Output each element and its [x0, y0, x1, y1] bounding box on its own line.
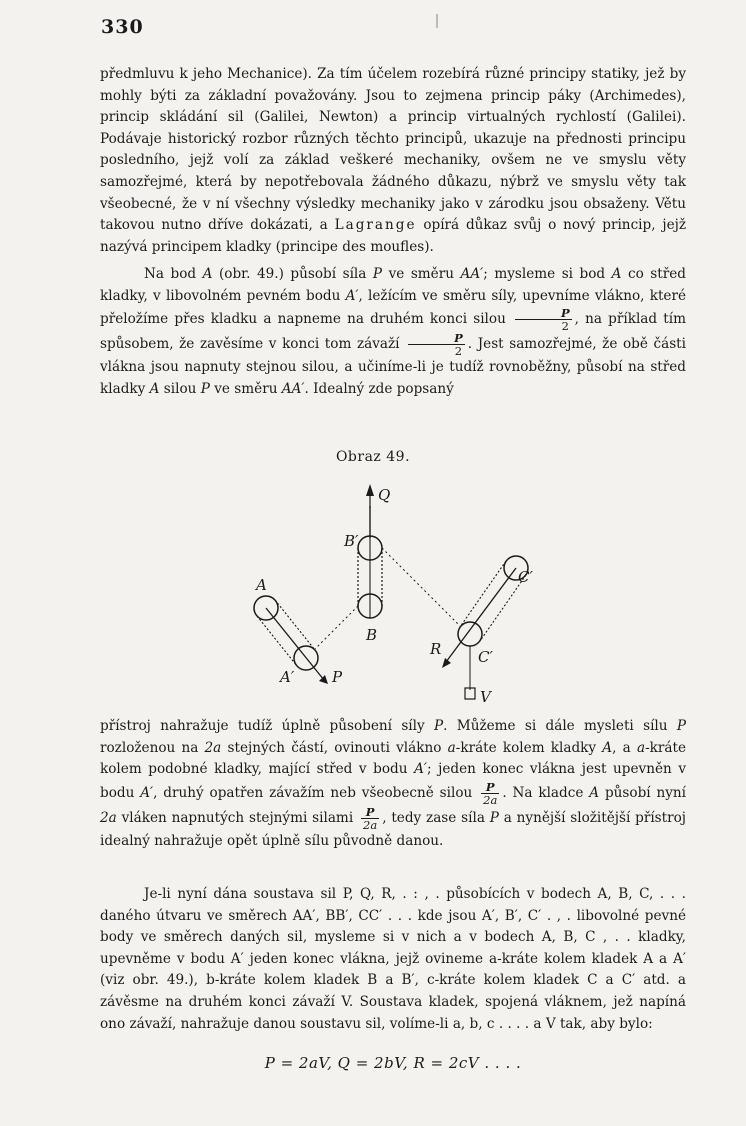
paragraph-1: předmluvu k jeho Mechanice). Za tím účelem rozebírá různé principy statiky, jež by mohly býti za základní považovány. Jsou to zejmena princip páky (Archimedes), princip skládání sil (Galilei, Newton) a princip virtualných rychlostí (Galilei). Podávaje historický rozbor různých těchto principů, ukazuje na přednosti principu posledního, jejž volí za základ veškeré mechaniky, ovšem ne ve smyslu věty samozřejmé, která by nepotřebovala žádného důkazu, nýbrž ve smyslu věty tak všeobecné, že v ní všechny výsledky mechaniky jako v zárodku jsou obsaženy. Větu takovou nutno dříve dokázati, a Lagrange opírá důkaz svůj o nový princip, jejž nazývá principem kladky (principe des moufles).: [100, 66, 686, 255]
pulley-diagram: [240, 476, 540, 706]
text-block-system: [100, 884, 686, 1035]
scan-mark: [436, 14, 438, 28]
text-block-principle: [100, 264, 686, 400]
label-v: V: [480, 688, 491, 706]
paragraph-4: Je-li nyní dána soustava sil P, Q, R, . : , . působících v bodech A, B, C, . . . daného útvaru ve směrech AA′, BB′, CC′ . . . kde jsou A′, B′, C′ . , . libovolné pevné body ve směrech daných sil, mysleme si v nich a v bodech A, B, C , . . kladky, upevněme v bodu A′ jeden konec vlákna, jejž ovineme a-kráte kolem kladek A a A′ (viz obr. 49.), b-kráte kolem kladek B a B′, c-kráte kolem kladek C a C′ atd. a závěsme na druhém konci závaží V. Soustava kladek, spojená vláknem, jež napíná ono závaží, nahražuje danou soustavu sil, volíme-li a, b, c . . . . a V tak, aby bylo:: [100, 886, 686, 1032]
figure-caption: Obraz 49.: [335, 449, 411, 465]
text-block-apparatus: [100, 716, 686, 852]
figure-49: [240, 476, 540, 706]
fraction-p-over-2a: $\frac{P}{2a}$: [363, 804, 378, 832]
fraction-p-over-2: $\frac{P}{2}$: [515, 307, 572, 332]
label-c2: C′: [478, 648, 493, 666]
label-a1: A′: [280, 668, 295, 686]
paragraph-3: přístroj nahražuje tudíž úplně působení síly P. Můžeme si dále mysleti sílu P rozloženou na 2a stejných částí, ovinouti vlákno a-kráte kolem kladky A, a a-kráte kolem podobné kladky, mající střed v bodu A′; jeden konec vlákna jest upevněn v bodu A′, druhý opatřen závažím neb všeobecně silou $\frac{P}{2a}$ . Na kladce A působí nyní 2a vláken napnutých stejnými silami $\frac{P}{2a}$ , tedy zase síla P a nynější složitější přístroj idealný nahražuje opět úplně sílu původně danou.: [100, 718, 687, 849]
fraction-p-over-2: $\frac{P}{2}$: [408, 332, 465, 357]
label-p: P: [332, 668, 343, 686]
label-r: R: [430, 640, 442, 658]
pulley-c: [458, 622, 482, 646]
fraction-p-over-2a: $\frac{P}{2a}$: [483, 779, 498, 807]
label-b1: B′: [344, 532, 359, 550]
label-b: B: [366, 626, 378, 644]
text-block-intro: [100, 64, 686, 258]
label-a: A: [256, 576, 267, 594]
page-number: 330: [101, 16, 144, 38]
equation: P = 2aV, Q = 2bV, R = 2cV . . . .: [264, 1054, 522, 1072]
label-c1: C′: [518, 568, 533, 586]
paragraph-2: Na bod A (obr. 49.) působí síla P ve směru AA′; mysleme si bod A co střed kladky, v libovolném pevném bodu A′, ležícím ve směru síly, upevníme vlákno, které přeložíme přes kladku a napneme na druhém konci silou $\frac{P}{2}$ , na příklad tím spůsobem, že zavěsíme v konci tom závaží $\frac{P}{2}$ . Jest samozřejmé, že obě části vlákna jsou napnuty stejnou silou, a učiníme-li je tudíž rovnoběžny, působí na střed kladky A silou P ve směru AA′. Idealný zde popsaný: [100, 266, 687, 397]
arrow-r-icon: [442, 658, 451, 668]
label-q: Q: [378, 486, 391, 504]
